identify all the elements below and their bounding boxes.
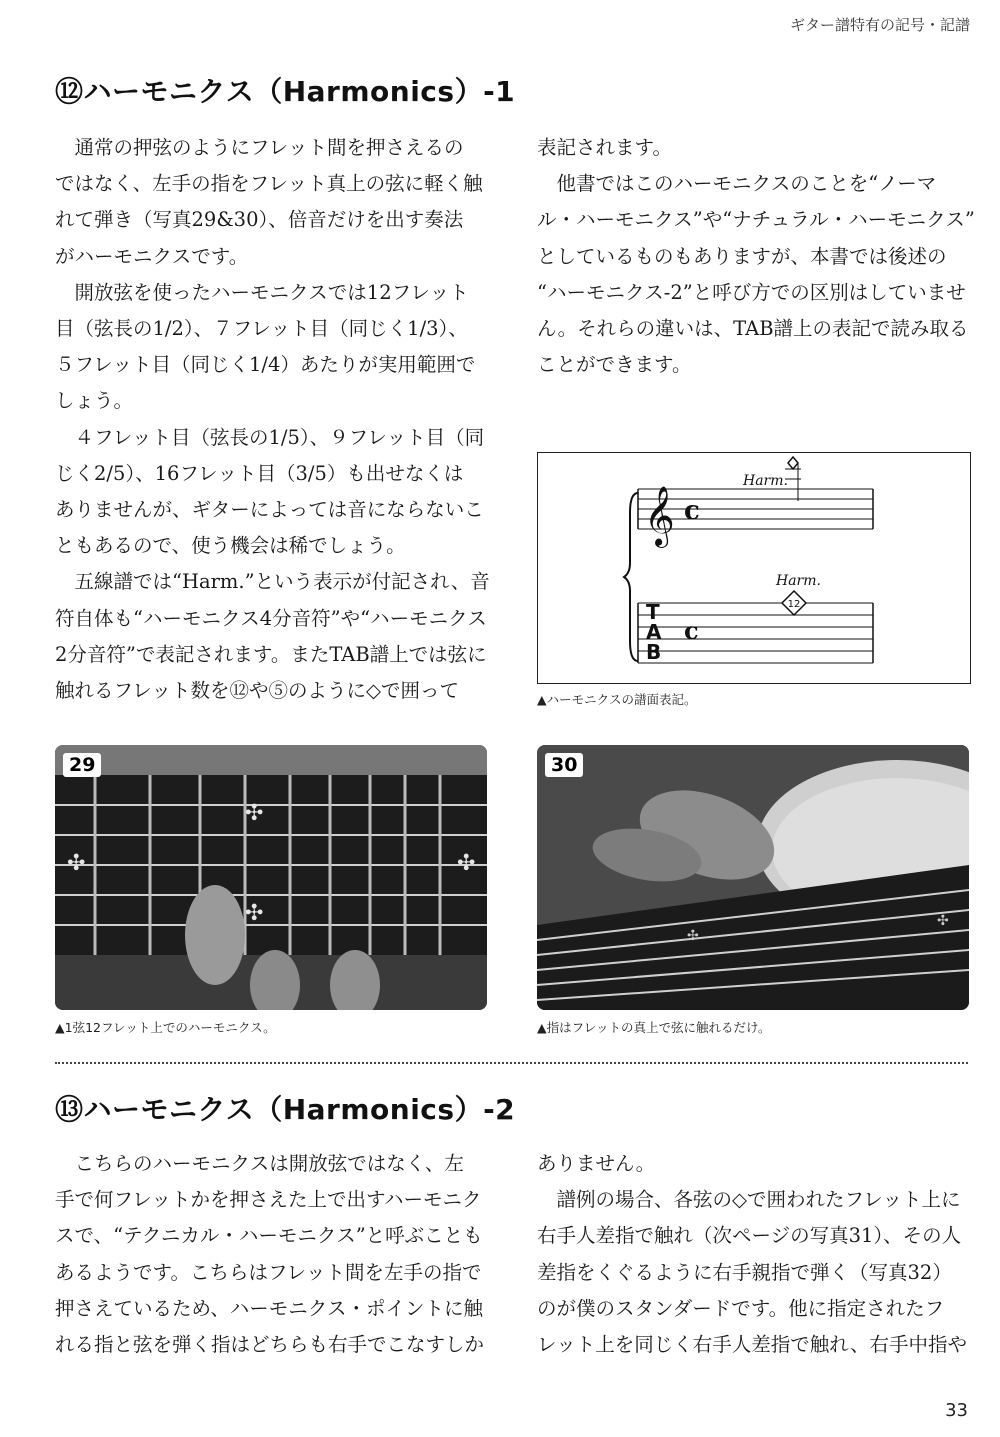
- fret-inlay-icon: ✣: [687, 928, 699, 944]
- section1-left-column: [55, 130, 495, 709]
- photo-30-guitar: [537, 745, 969, 1010]
- text-line: 譜例の場合、各弦の◇で囲われたフレット上に: [537, 1188, 961, 1212]
- text-line: 開放弦を使ったハーモニクスでは12フレット: [55, 280, 469, 304]
- text-line: 差指をくぐるように右手親指で弾く（写真32）: [537, 1260, 952, 1284]
- tab-letter-t: T: [646, 600, 660, 624]
- page-number: 33: [945, 1400, 968, 1421]
- finger-shape: [185, 885, 245, 985]
- fret-inlay-icon: ✣: [245, 901, 264, 926]
- harmonic-note-head: [788, 457, 798, 469]
- text-line: ありません。: [537, 1152, 656, 1175]
- text-line: あるようです。こちらはフレット間を左手の指で: [55, 1260, 482, 1284]
- text-line: ありませんが、ギターによっては音にならないこ: [55, 498, 484, 522]
- tab-fret-number: 12: [787, 599, 801, 610]
- text-line: “ハーモニクス-2”と呼び方での区別はしていませ: [537, 280, 966, 304]
- notation-svg: [538, 453, 970, 683]
- photo-30-caption: ▲指はフレットの真上で弦に触れるだけ。: [537, 1020, 771, 1035]
- photo-number-29: 29: [63, 753, 101, 777]
- harm-label-tab: Harm.: [776, 573, 821, 589]
- text-line: れる指と弦を弾く指はどちらも右手でこなすしか: [55, 1333, 485, 1357]
- tab-staff: [638, 603, 873, 663]
- text-line: 他書ではこのハーモニクスのことを“ノーマ: [537, 172, 937, 196]
- notation-figure: [537, 452, 971, 684]
- photo-29: [55, 745, 487, 1010]
- time-signature-tab: c: [684, 616, 699, 645]
- section2-right-column: [537, 1146, 972, 1363]
- text-line: 表記されます。: [537, 136, 672, 159]
- text-line: 2分音符”で表記されます。またTAB譜上では弦に: [55, 642, 487, 666]
- fret-inlay-icon: ✣: [937, 913, 949, 929]
- harm-label-staff: Harm.: [743, 473, 788, 489]
- text-line: としているものもありますが、本書では後述の: [537, 244, 947, 268]
- text-line: ではなく、左手の指をフレット真上の弦に軽く触: [55, 172, 483, 196]
- tab-letter-a: A: [646, 620, 662, 644]
- photo-29-caption: ▲1弦12フレット上でのハーモニクス。: [55, 1020, 276, 1035]
- text-line: ん。それらの違いは、TAB譜上の表記で読み取る: [537, 317, 969, 341]
- section-divider: [55, 1062, 968, 1064]
- text-line: しょう。: [55, 389, 134, 413]
- text-line: ともあるので、使う機会は稀でしょう。: [55, 534, 406, 558]
- fret-inlay-icon: ✣: [245, 801, 264, 826]
- text-line: ル・ハーモニクス”や“ナチュラル・ハーモニクス”: [537, 208, 975, 232]
- text-line: れて弾き（写真29&30）、倍音だけを出す奏法: [55, 208, 464, 232]
- text-line: レット上を同じく右手人差指で触れ、右手中指や: [537, 1333, 967, 1357]
- text-line: 右手人差指で触れ（次ページの写真31）、その人: [537, 1224, 962, 1248]
- text-line: のが僕のスタンダードです。他に指定されたフ: [537, 1296, 945, 1320]
- running-header: ギター譜特有の記号・記譜: [790, 16, 970, 34]
- text-line: スで、“テクニカル・ハーモニクス”と呼ぶことも: [55, 1224, 483, 1248]
- text-line: こちらのハーモニクスは開放弦ではなく、左: [55, 1152, 464, 1175]
- text-line: じく2/5）、16フレット目（3/5）も出せなくは: [55, 461, 464, 485]
- photo-30: [537, 745, 969, 1010]
- treble-clef-icon: 𝄞: [644, 486, 675, 546]
- fret-inlay-icon: ✣: [457, 851, 476, 876]
- photo-number-30: 30: [545, 753, 583, 777]
- section2-left-column: [55, 1146, 495, 1363]
- section-title-harmonics-2: ⑬ハーモニクス（Harmonics）-2: [55, 1093, 516, 1126]
- text-line: ５フレット目（同じく1/4）あたりが実用範囲で: [55, 353, 476, 377]
- text-line: 手で何フレットかを押さえた上で出すハーモニク: [55, 1188, 482, 1212]
- section1-right-column: [537, 130, 975, 383]
- text-line: 触れるフレット数を⑫や⑤のように◇で囲って: [55, 679, 460, 703]
- text-line: ４フレット目（弦長の1/5）、９フレット目（同: [55, 425, 485, 449]
- section-title-harmonics-1: ⑫ハーモニクス（Harmonics）-1: [55, 75, 516, 108]
- text-line: 五線譜では“Harm.”という表示が付記され、音: [55, 570, 490, 594]
- text-line: 符自体も“ハーモニクス4分音符”や“ハーモニクス: [55, 606, 487, 630]
- system-brace: [624, 493, 638, 661]
- time-signature-treble: c: [684, 496, 700, 526]
- tab-letter-b: B: [646, 640, 662, 664]
- text-line: 目（弦長の1/2）、７フレット目（同じく1/3）、: [55, 317, 468, 341]
- photo-29-fretboard: [55, 745, 487, 1010]
- fret-inlay-icon: ✣: [67, 851, 86, 876]
- notation-caption: ▲ハーモニクスの譜面表記。: [537, 692, 697, 707]
- text-line: がハーモニクスです。: [55, 244, 249, 268]
- text-line: 通常の押弦のようにフレット間を押さえるの: [55, 136, 464, 159]
- text-line: 押さえているため、ハーモニクス・ポイントに触: [55, 1296, 484, 1320]
- text-line: ことができます。: [537, 353, 692, 377]
